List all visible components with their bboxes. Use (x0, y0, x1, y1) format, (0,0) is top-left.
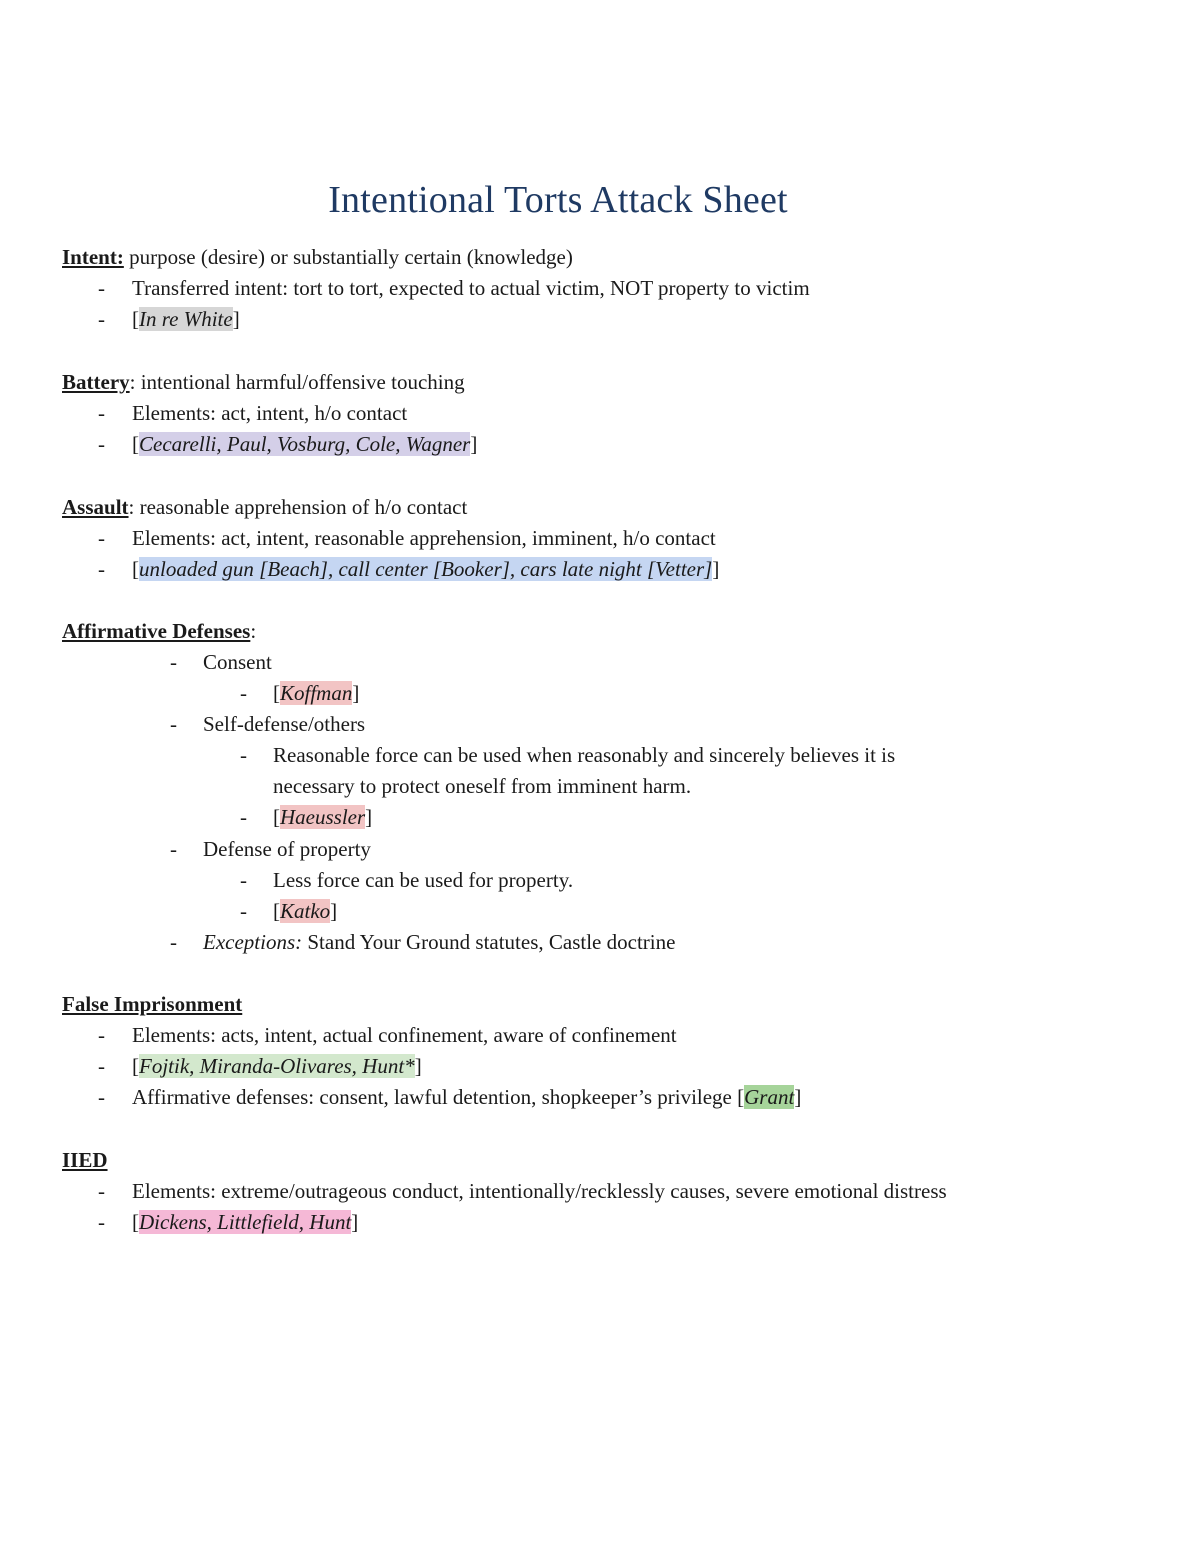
property-case-list: Katko (280, 899, 331, 923)
open-bracket: [ (132, 557, 139, 581)
battery-definition: : intentional harmful/offensive touching (129, 370, 465, 394)
defenses-line (62, 616, 256, 647)
intent-line (62, 242, 573, 273)
bullet-dash: - (170, 837, 177, 861)
open-bracket: [ (132, 307, 139, 331)
shopkeeper-case: Grant (744, 1085, 795, 1109)
intent-transferred: Transferred intent: tort to tort, expected to actual victim, NOT property to victim (132, 276, 810, 300)
intent-definition: purpose (desire) or substantially certain (knowledge) (123, 245, 573, 269)
open-bracket: [ (132, 432, 139, 456)
defense-consent: Consent (203, 650, 272, 674)
exceptions-label: Exceptions: (203, 930, 303, 954)
bullet-dash: - (98, 1023, 105, 1047)
iied-elements: Elements: extreme/outrageous conduct, intentionally/recklessly causes, severe emotional distress (132, 1179, 947, 1203)
close-bracket: ] (232, 307, 240, 331)
bullet-dash: - (98, 526, 105, 550)
open-bracket: [ (273, 681, 280, 705)
bullet-dash: - (240, 868, 247, 892)
bullet-dash: - (98, 432, 105, 456)
self-defense-case-list: Haeussler (280, 805, 366, 829)
iied-cases (132, 1207, 358, 1238)
battery-line (62, 367, 465, 398)
battery-cases (132, 429, 477, 460)
false-imprisonment-case-list: Fojtik, Miranda-Olivares, Hunt* (139, 1054, 415, 1078)
iied-heading: IIED (62, 1148, 108, 1172)
property-cases (273, 896, 337, 927)
open-bracket: [ (273, 899, 280, 923)
false-imprisonment-line (62, 989, 242, 1020)
battery-elements: Elements: act, intent, h/o contact (132, 401, 408, 425)
close-bracket: ] (712, 557, 720, 581)
open-bracket: [ (132, 1210, 139, 1234)
close-bracket: ] (330, 899, 338, 923)
bullet-dash: - (240, 899, 247, 923)
close-bracket: ] (351, 1210, 359, 1234)
self-defense-rule-1: Reasonable force can be used when reasonably and sincerely believes it is (273, 743, 896, 767)
assault-elements: Elements: act, intent, reasonable apprehension, imminent, h/o contact (132, 526, 716, 550)
false-imprisonment-cases (132, 1051, 422, 1082)
assault-line (62, 492, 467, 523)
bullet-dash: - (98, 276, 105, 300)
intent-case-list: In re White (139, 307, 233, 331)
assault-definition: : reasonable apprehension of h/o contact (128, 495, 468, 519)
bullet-dash: - (170, 712, 177, 736)
close-bracket: ] (470, 432, 478, 456)
false-imprisonment-heading: False Imprisonment (62, 992, 243, 1016)
property-rule: Less force can be used for property. (273, 868, 574, 892)
consent-cases (273, 678, 359, 709)
bullet-dash: - (98, 1210, 105, 1234)
bullet-dash: - (240, 805, 247, 829)
assault-cases (132, 554, 719, 585)
close-bracket: ] (352, 681, 360, 705)
assault-heading: Assault (62, 495, 129, 519)
assault-case-list: unloaded gun [Beach], call center [Booker], cars late night [Vetter] (139, 557, 713, 581)
bullet-dash: - (98, 1085, 105, 1109)
exceptions-text: Stand Your Ground statutes, Castle doctrine (302, 930, 676, 954)
false-imprisonment-elements: Elements: acts, intent, actual confinement, aware of confinement (132, 1023, 677, 1047)
bullet-dash: - (98, 1179, 105, 1203)
false-imprisonment-defenses-text: Affirmative defenses: consent, lawful detention, shopkeeper’s privilege [ (132, 1085, 745, 1109)
bullet-dash: - (240, 743, 247, 767)
page-title: Intentional Torts Attack Sheet (328, 179, 788, 221)
consent-case-list: Koffman (280, 681, 353, 705)
intent-cases (132, 304, 240, 335)
close-bracket: ] (414, 1054, 422, 1078)
iied-case-list: Dickens, Littlefield, Hunt (139, 1210, 352, 1234)
bullet-dash: - (98, 557, 105, 581)
bullet-dash: - (98, 401, 105, 425)
bullet-dash: - (170, 930, 177, 954)
close-bracket: ] (365, 805, 373, 829)
self-defense-cases (273, 802, 372, 833)
open-bracket: [ (273, 805, 280, 829)
defense-property: Defense of property (203, 837, 371, 861)
bullet-dash: - (170, 650, 177, 674)
defense-exceptions (203, 927, 675, 958)
intent-heading: Intent: (62, 245, 124, 269)
iied-line (62, 1145, 108, 1176)
self-defense-rule-2: necessary to protect oneself from imminent harm. (273, 774, 692, 798)
open-bracket: [ (132, 1054, 139, 1078)
defenses-colon: : (250, 619, 257, 643)
defense-self-defense: Self-defense/others (203, 712, 366, 736)
battery-heading: Battery (62, 370, 130, 394)
bullet-dash: - (98, 307, 105, 331)
bullet-dash: - (240, 681, 247, 705)
false-imprisonment-defenses (132, 1082, 801, 1113)
defenses-heading: Affirmative Defenses (62, 619, 251, 643)
bullet-dash: - (98, 1054, 105, 1078)
close-bracket: ] (794, 1085, 802, 1109)
battery-case-list: Cecarelli, Paul, Vosburg, Cole, Wagner (139, 432, 471, 456)
